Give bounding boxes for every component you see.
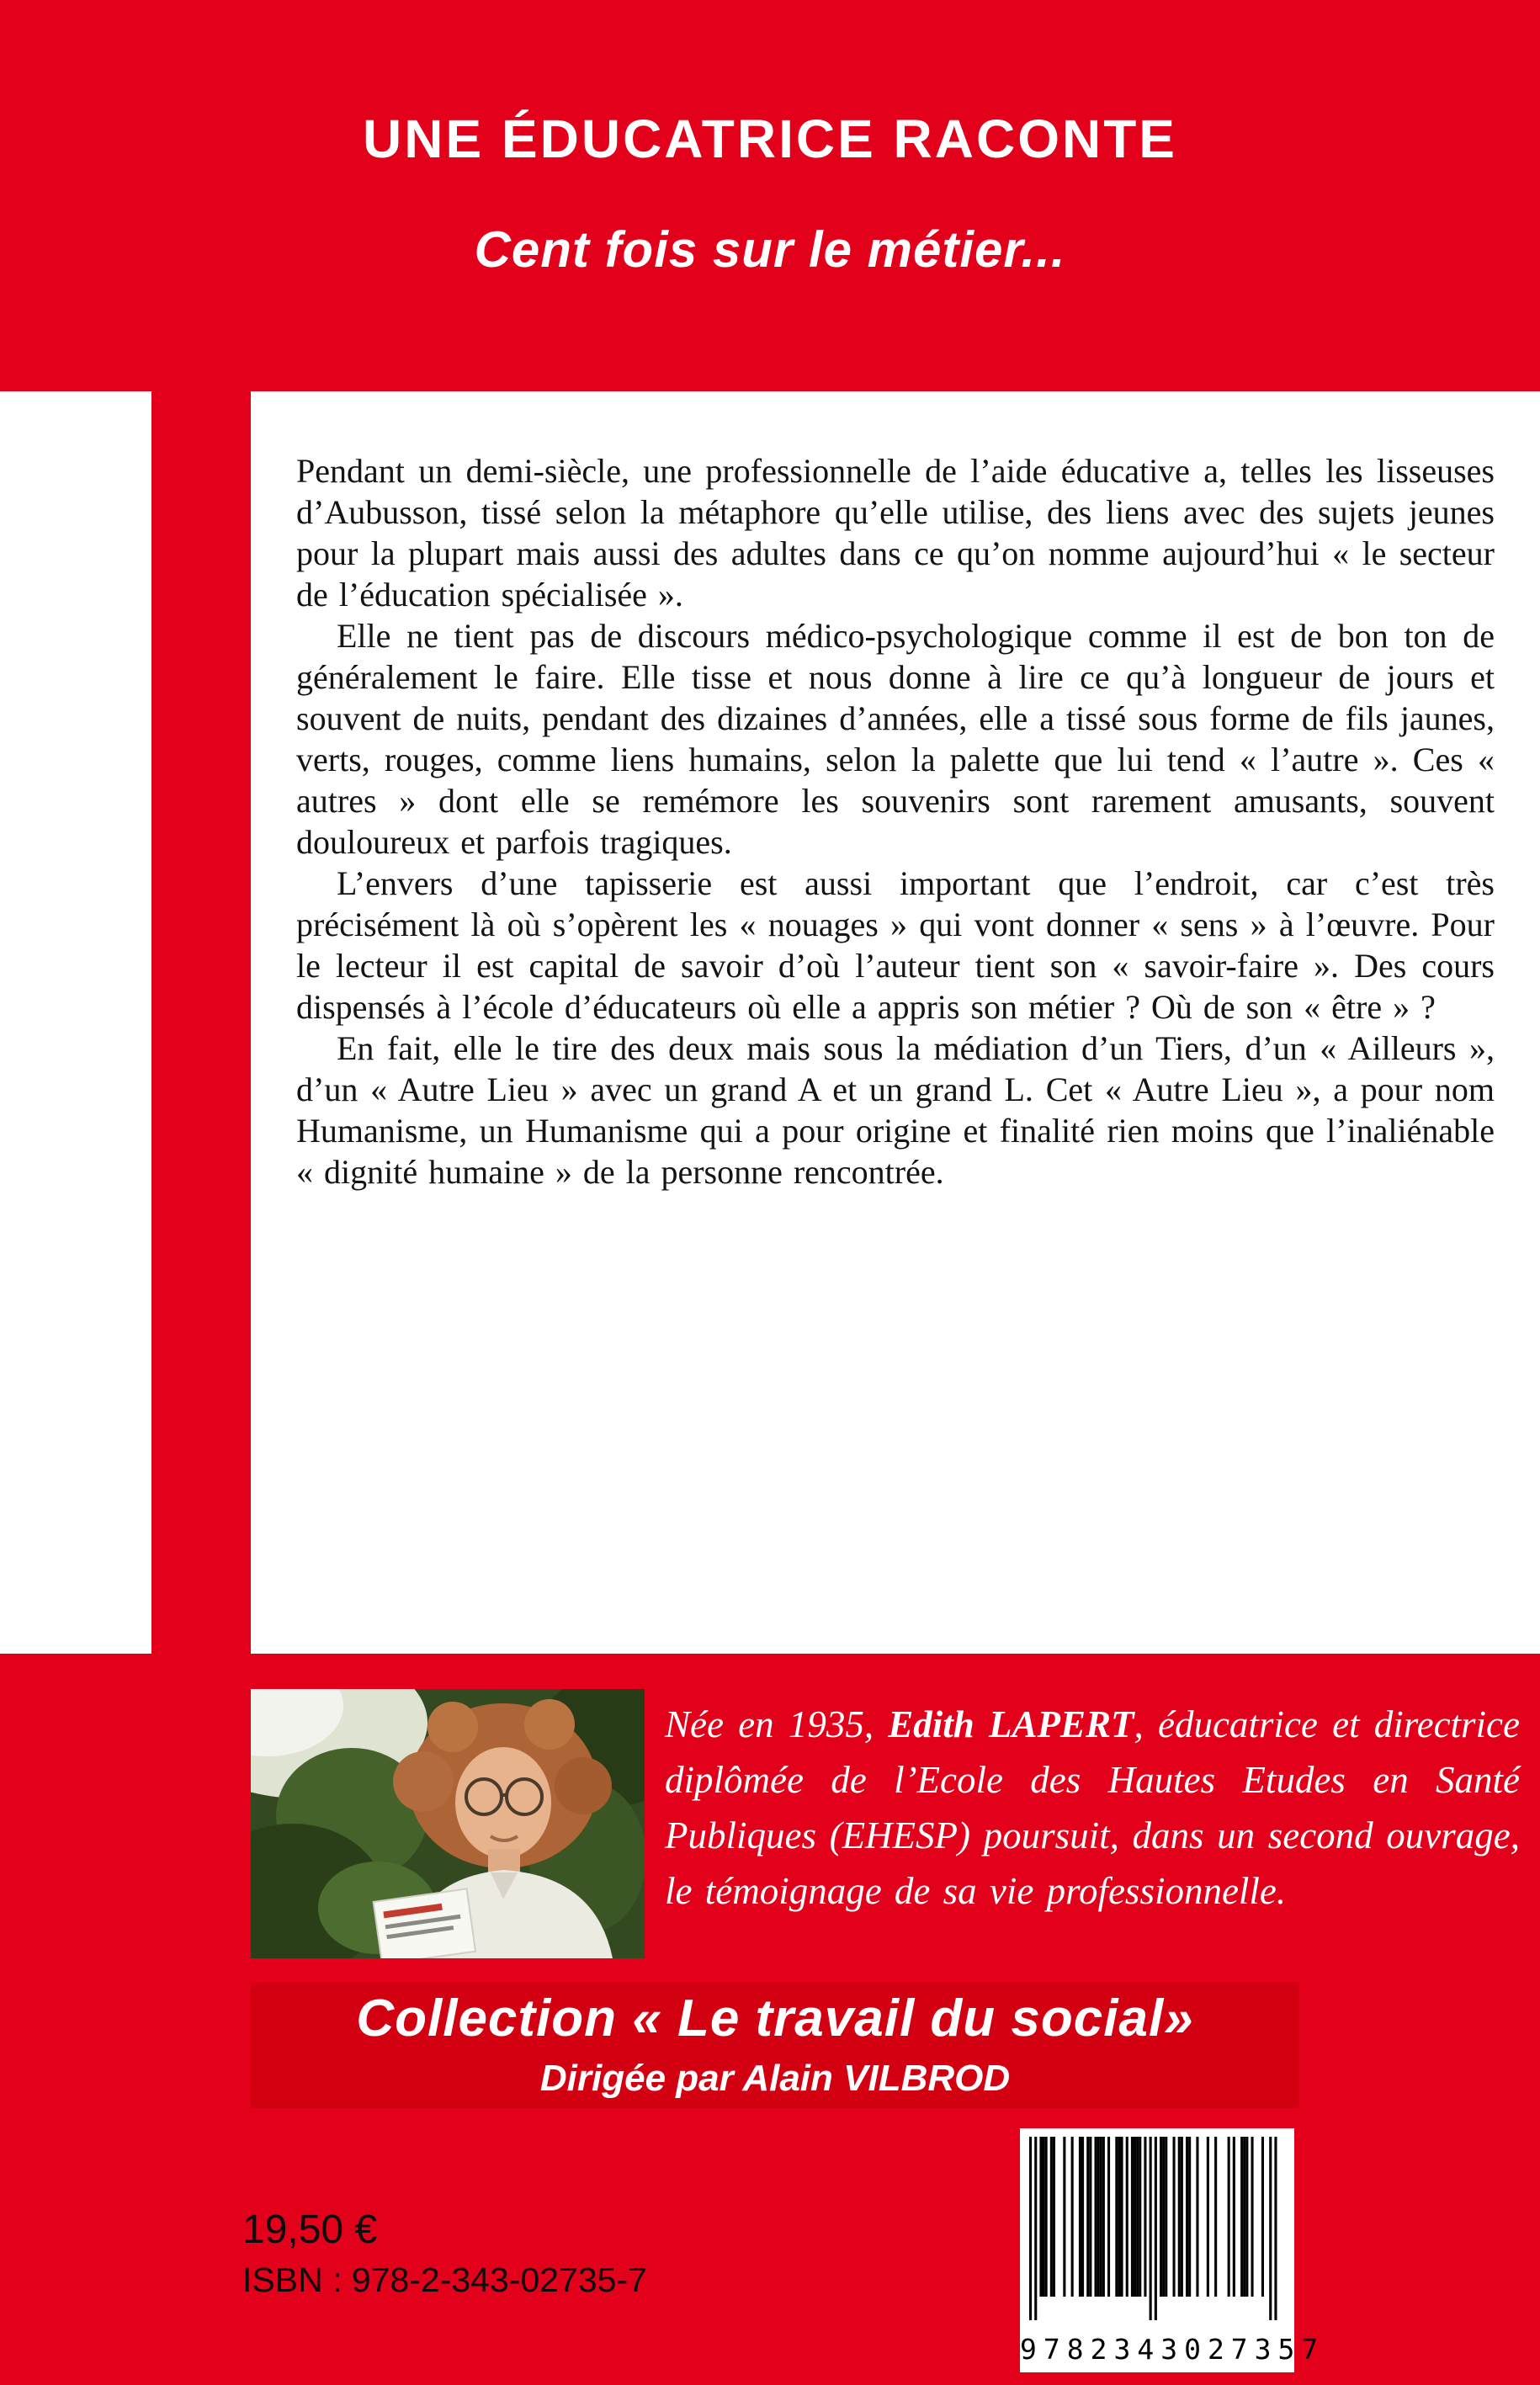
hair-curl	[524, 1699, 575, 1750]
author-photo-illustration	[251, 1689, 645, 1958]
synopsis-paragraph: En fait, elle le tire des deux mais sous la médiation d’un Tiers, d’un « Ailleurs », d’un « Autre Lieu » avec un grand A et un grand L. Cet « Autre Lieu », a pour nom Humanisme, un Humanisme qui a pour origine et finalité rien moins que l’inaliénable « dignité humaine » de la personne rencontrée.	[296, 1029, 1495, 1191]
book-subtitle: Cent fois sur le métier...	[474, 221, 1066, 278]
barcode-digits: 9782343027357	[1020, 2333, 1325, 2366]
held-book	[374, 1888, 475, 1958]
collection-band	[251, 1982, 1299, 2108]
barcode	[1020, 2128, 1325, 2372]
synopsis-paragraph: Elle ne tient pas de discours médico-psychologique comme il est de bon ton de généralement le faire. Elle tisse et nous donne à lire ce qu’à longueur de jours et souvent de nuits, pendant des dizaines d’années, elle a tissé sous forme de fils jaunes, verts, rouges, comme liens humains, selon la palette que lui tend « l’autre ». Ces « autres » dont elle se remémore les souvenirs sont rarement amusants, souvent douloureux et parfois tragiques.	[296, 617, 1495, 861]
hair-curl	[555, 1757, 612, 1814]
bio-text-pre: Née en 1935,	[665, 1703, 889, 1745]
price: 19,50 €	[242, 2207, 378, 2252]
hair-curl	[393, 1751, 454, 1812]
red-spine-stripe	[151, 391, 251, 1654]
book-title: UNE ÉDUCATRICE RACONTE	[363, 109, 1177, 169]
synopsis-text	[296, 450, 1495, 1192]
bio-text-post: , éducatrice et directrice diplômée de l’Ecole des Hautes Etudes en Santé Publiques (EHESP) poursuit, dans un second ouvrage, le témoignage de sa vie professionnelle.	[665, 1703, 1521, 1912]
collection-title: Collection « Le travail du social»	[356, 1989, 1194, 2048]
author-photo	[251, 1689, 645, 1958]
synopsis-paragraph: L’envers d’une tapisserie est aussi important que l’endroit, car c’est très précisément là où s’opèrent les « nouages » qui vont donner « sens » à l’œuvre. Pour le lecteur il est capital de savoir d’où l’auteur tient son « savoir-faire ». Des cours dispensés à l’école d’éducateurs où elle a appris son métier ? Où de son « être » ?	[296, 864, 1495, 1026]
author-bio	[665, 1697, 1520, 1919]
collection-director: Dirigée par Alain VILBROD	[539, 2058, 1011, 2099]
synopsis-paragraph: Pendant un demi-siècle, une professionnelle de l’aide éducative a, telles les lisseuses d’Aubusson, tissé selon la métaphore qu’elle utilise, des liens avec des sujets jeunes pour la plupart mais aussi des adultes dans ce qu’on nomme aujourd’hui « le secteur de l’éducation spécialisée ».	[296, 452, 1495, 614]
author-name: Edith LAPERT	[888, 1703, 1134, 1745]
barcode-bars	[1020, 2128, 1294, 2335]
isbn: ISBN : 978-2-343-02735-7	[242, 2260, 647, 2299]
hair-curl	[427, 1702, 478, 1752]
